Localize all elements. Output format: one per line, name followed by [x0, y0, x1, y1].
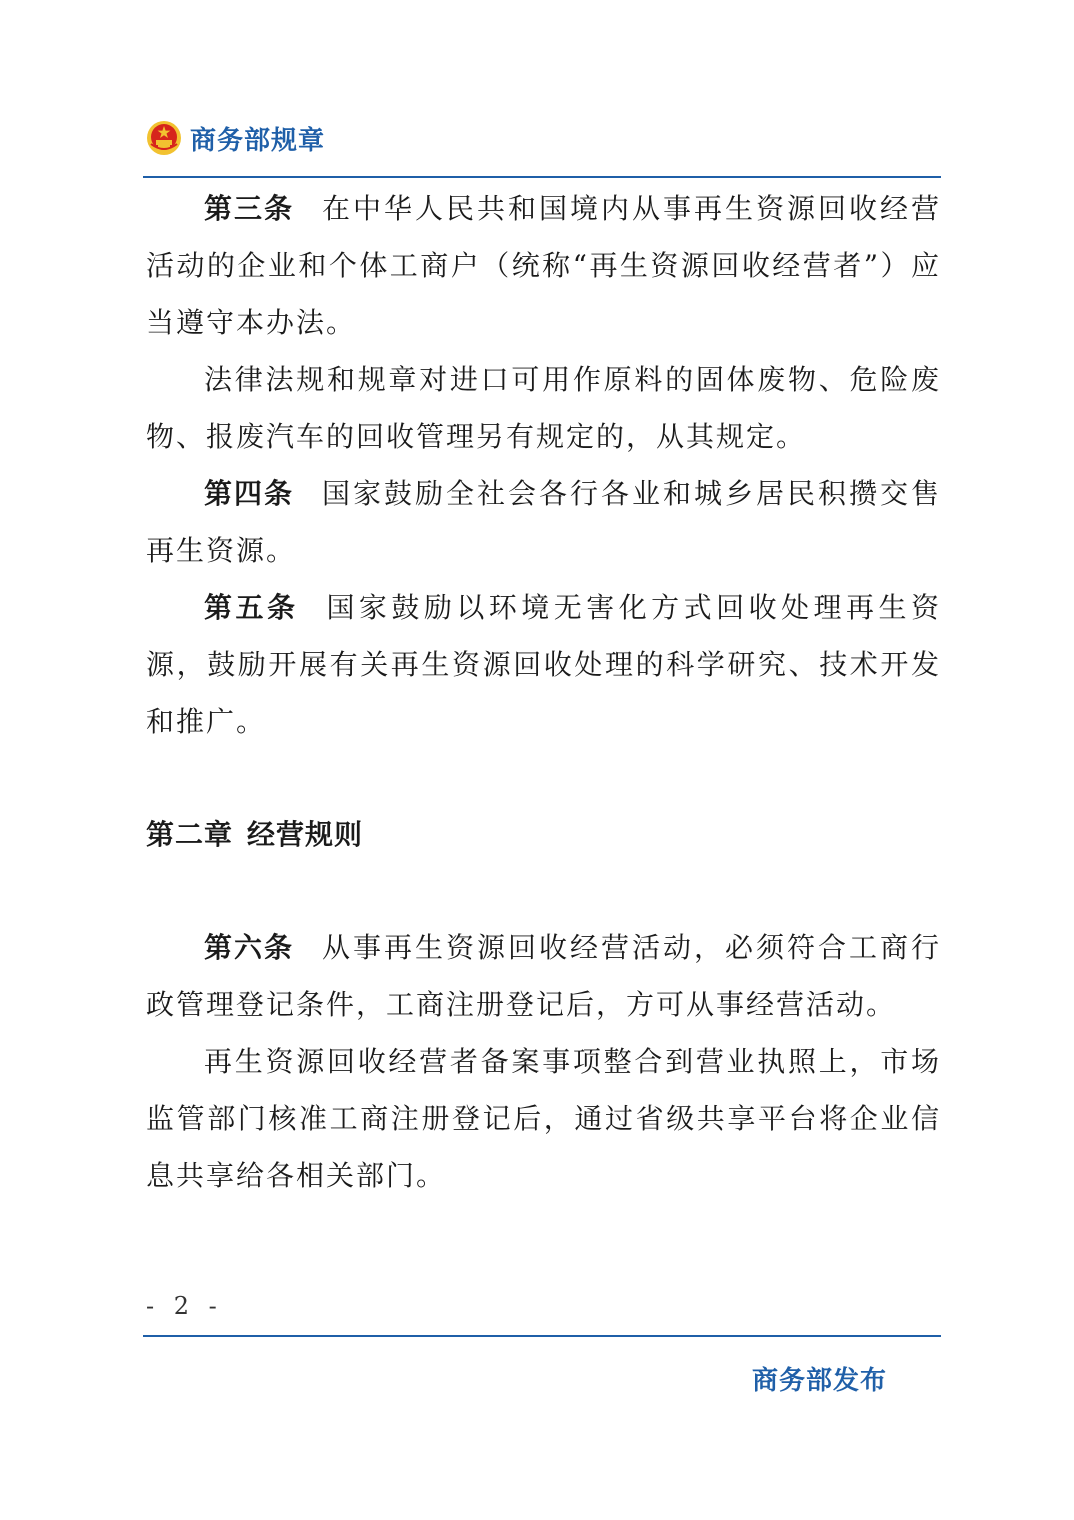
- article-6-paragraph-2: [146, 1033, 941, 1204]
- header-title: 商务部规章: [190, 125, 326, 156]
- article-5: [146, 579, 941, 750]
- chapter-number: 第二章: [146, 818, 234, 851]
- article-text: 从事再生资源回收经营活动，必须符合工商行政管理登记条件，工商注册登记后，方可从事经营活动。: [146, 931, 941, 1021]
- page-number: - 2 -: [146, 1292, 223, 1320]
- article-6: [146, 919, 941, 1033]
- document-body: [146, 180, 941, 1204]
- national-emblem-icon: [146, 120, 182, 156]
- article-text: 国家鼓励以环境无害化方式回收处理再生资源，鼓励开展有关再生资源回收处理的科学研究、技术开发和推广。: [146, 591, 941, 738]
- article-label: 第三条: [204, 192, 294, 225]
- footer-divider: [143, 1335, 941, 1337]
- footer-publisher: 商务部发布: [752, 1366, 888, 1396]
- article-text: 法律法规和规章对进口可用作原料的固体废物、危险废物、报废汽车的回收管理另有规定的，从其规定。: [146, 363, 941, 453]
- article-4: [146, 465, 941, 579]
- article-text: 再生资源回收经营者备案事项整合到营业执照上，市场监管部门核准工商注册登记后，通过省级共享平台将企业信息共享给各相关部门。: [146, 1045, 941, 1192]
- chapter-heading: [146, 806, 941, 863]
- article-label: 第六条: [204, 931, 294, 964]
- article-3-paragraph-2: [146, 351, 941, 465]
- article-text: 国家鼓励全社会各行各业和城乡居民积攒交售再生资源。: [146, 477, 941, 567]
- article-text: 在中华人民共和国境内从事再生资源回收经营活动的企业和个体工商户（统称“再生资源回收经营者”）应当遵守本办法。: [146, 192, 941, 339]
- article-label: 第四条: [204, 477, 294, 510]
- article-3: [146, 180, 941, 351]
- header-divider: [143, 176, 941, 178]
- chapter-title: 经营规则: [247, 818, 364, 851]
- article-label: 第五条: [204, 591, 299, 624]
- page-header: [146, 116, 325, 160]
